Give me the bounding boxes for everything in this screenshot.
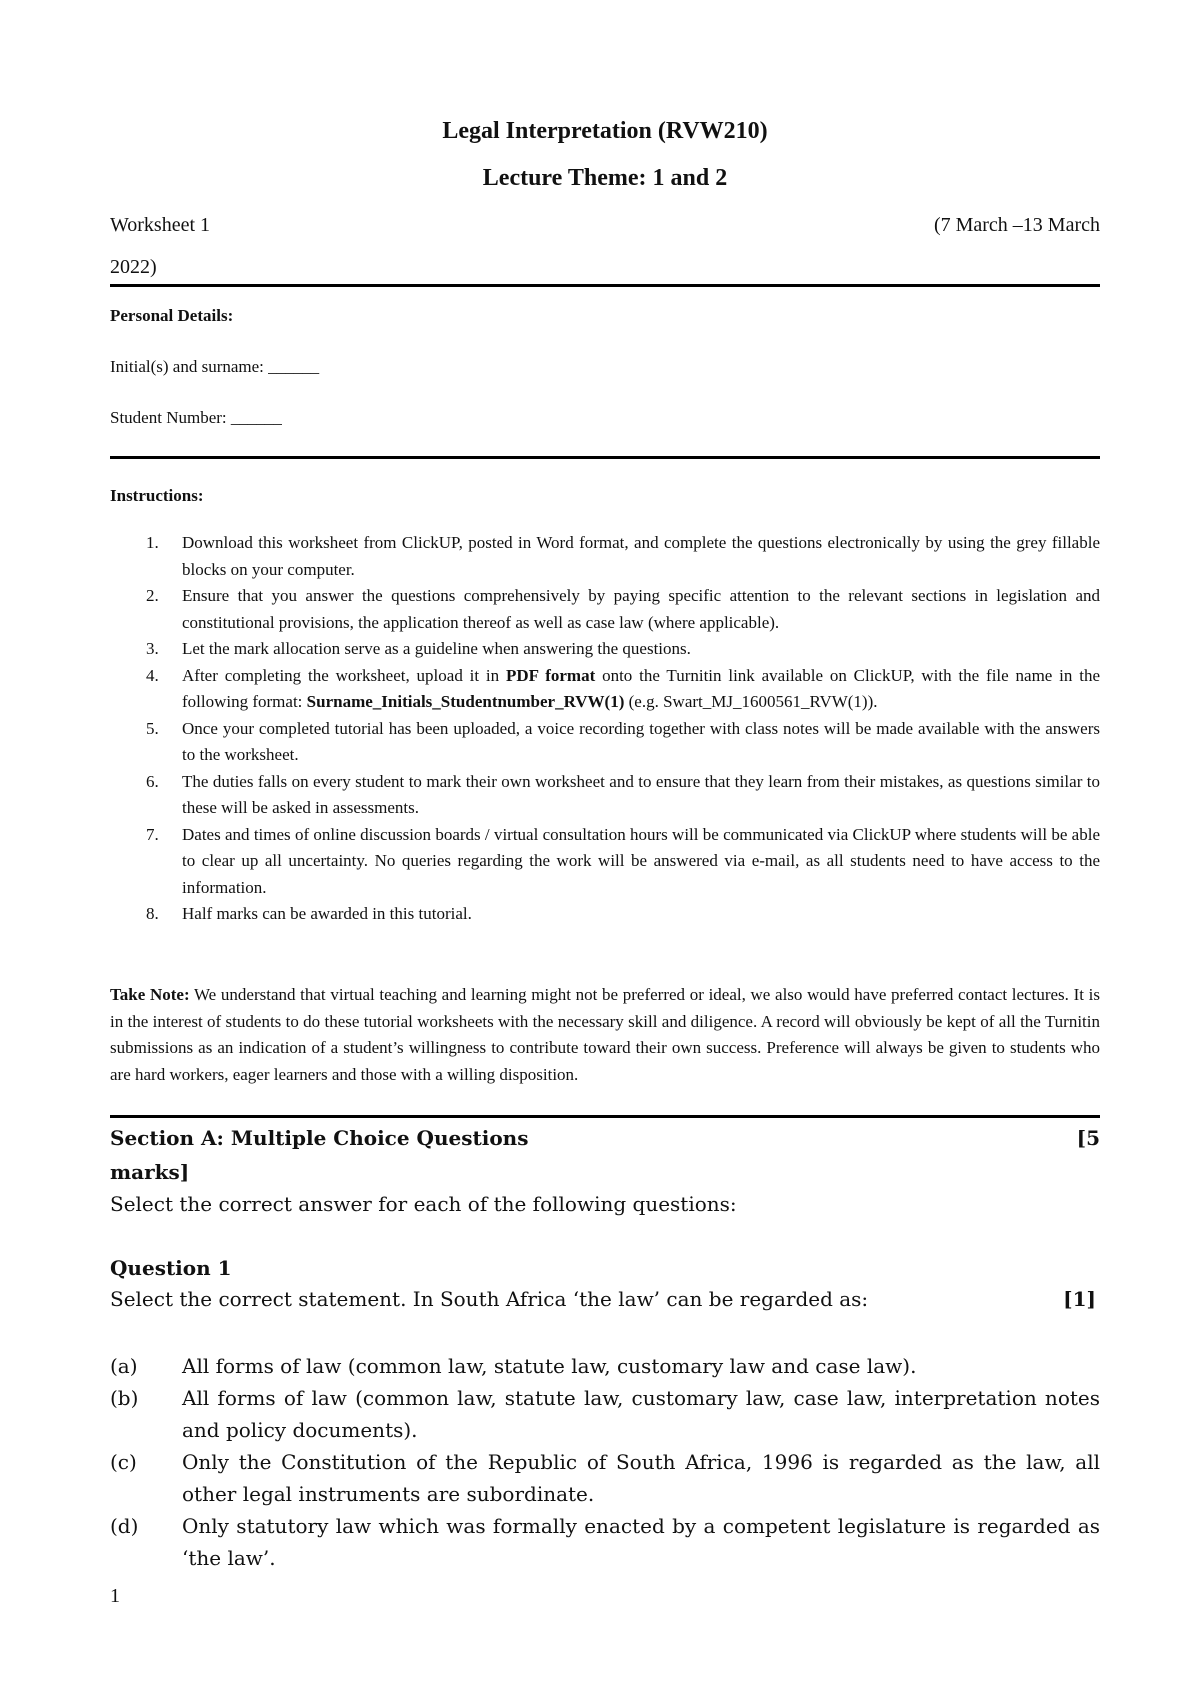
section-a-marks: [5: [1076, 1126, 1100, 1150]
section-a-title: Section A: Multiple Choice Questions: [110, 1126, 529, 1150]
question-1-text: [110, 1287, 1100, 1311]
instruction-text: Download this worksheet from ClickUP, posted in Word format, and complete the questions electronically by using the grey fillable blocks on your computer.: [182, 533, 1100, 579]
instruction-emphasis: Surname_Initials_Studentnumber_RVW(1): [306, 692, 625, 711]
list-item: 4. After completing the worksheet, upload it in PDF format onto the Turnitin link available on ClickUP, with the file name in the following format: Surname_Initials_Studentnumber_RVW(1) (e.g. Swart_MJ_1600561_RVW(1)).: [146, 665, 1100, 711]
option-letter: (a): [110, 1354, 138, 1378]
instruction-text: [182, 666, 1100, 712]
instruction-text: Let the mark allocation serve as a guideline when answering the questions.: [182, 639, 691, 658]
list-item: 5. Once your completed tutorial has been uploaded, a voice recording together with class notes will be made available with the answers to the worksheet.: [146, 718, 1100, 764]
instruction-emphasis: PDF format: [505, 665, 596, 685]
list-item: 1. Download this worksheet from ClickUP, posted in Word format, and complete the questions electronically by using the grey fillable blocks on your computer.: [146, 533, 1100, 579]
instruction-text: Dates and times of online discussion boards / virtual consultation hours will be communicated via ClickUP where students will be able to clear up all uncertainty. No queries regarding the work will be answered via e-mail, as all students need to have access to the information.: [182, 824, 1100, 897]
worksheet-dates-year: 2022): [110, 256, 157, 278]
instruction-text: Ensure that you answer the questions comprehensively by paying specific attention to the relevant sections in legislation and constitutional provisions, the application thereof as well as case law (where applicable).: [182, 586, 1100, 632]
option-letter: (c): [110, 1450, 137, 1474]
section-a-marks-continued: marks]: [110, 1160, 190, 1184]
option-text: Only the Constitution of the Republic of South Africa, 1996 is regarded as the law, all other legal instruments are subordinate.: [182, 1450, 1100, 1506]
worksheet-dates: (7 March –13 March: [933, 214, 1100, 236]
option-letter: (d): [110, 1514, 139, 1538]
question-1-statement: Select the correct statement. In South Africa ‘the law’ can be regarded as:: [110, 1287, 869, 1311]
personal-details-heading: Personal Details:: [110, 306, 234, 325]
worksheet-line: [110, 214, 1100, 237]
student-number-field[interactable]: Student Number: ______: [110, 408, 282, 427]
list-item: 8. Half marks can be awarded in this tutorial.: [146, 904, 472, 923]
instructions-heading: Instructions:: [110, 486, 204, 505]
list-item: 6. The duties falls on every student to mark their own worksheet and to ensure that they learn from their mistakes, as questions similar to these will be asked in assessments.: [146, 771, 1100, 817]
option-b[interactable]: [110, 1382, 1100, 1446]
instruction-text: Once your completed tutorial has been uploaded, a voice recording together with class notes will be made available with the answers to the worksheet.: [182, 718, 1100, 764]
divider: [110, 1115, 1100, 1118]
take-note-label: Take Note:: [110, 985, 190, 1004]
instruction-text-part: After completing the worksheet, upload it in: [182, 665, 506, 685]
option-letter: (b): [110, 1386, 139, 1410]
list-item: 3. Let the mark allocation serve as a guideline when answering the questions.: [146, 639, 691, 658]
option-a[interactable]: [110, 1350, 1100, 1382]
option-text: Only statutory law which was formally enacted by a competent legislature is regarded as ‘the law’.: [182, 1514, 1100, 1570]
instruction-text: Half marks can be awarded in this tutorial.: [182, 904, 472, 923]
question-1-mark: [1]: [1063, 1287, 1096, 1311]
instruction-text-part: (e.g. Swart_MJ_1600561_RVW(1)).: [624, 692, 878, 711]
instructions-list: [110, 530, 1100, 928]
instruction-text: The duties falls on every student to mark their own worksheet and to ensure that they learn from their mistakes, as questions similar to these will be asked in assessments.: [182, 771, 1100, 817]
document-subtitle: Lecture Theme: 1 and 2: [482, 165, 728, 191]
section-a-heading: [110, 1126, 1100, 1150]
list-item: 2. Ensure that you answer the questions comprehensively by paying specific attention to the relevant sections in legislation and constitutional provisions, the application thereof as well as case law (where applicable).: [146, 586, 1100, 632]
option-text: All forms of law (common law, statute law, customary law, case law, interpretation notes and policy documents).: [182, 1386, 1100, 1442]
section-a-instruction: Select the correct answer for each of the following questions:: [110, 1192, 737, 1216]
option-text: All forms of law (common law, statute law, customary law and case law).: [182, 1354, 917, 1378]
instruction-text-part: onto the Turnitin link available on ClickUP, with the file name in the following format:: [182, 665, 1100, 711]
list-item: 7. Dates and times of online discussion boards / virtual consultation hours will be communicated via ClickUP where students will be able to clear up all uncertainty. No queries regarding the work will be answered via e-mail, as all students need to have access to the information.: [146, 824, 1100, 897]
divider: [110, 456, 1100, 459]
document-title: Legal Interpretation (RVW210): [442, 118, 768, 144]
divider: [110, 284, 1100, 287]
question-1-options: [110, 1350, 1100, 1574]
option-d[interactable]: [110, 1510, 1100, 1574]
page-number: 1: [110, 1585, 120, 1607]
option-c[interactable]: [110, 1446, 1100, 1510]
worksheet-label: Worksheet 1: [110, 214, 211, 236]
question-1-heading: Question 1: [110, 1256, 232, 1280]
take-note-paragraph: [110, 982, 1100, 1088]
name-field[interactable]: Initial(s) and surname: ______: [110, 357, 320, 376]
take-note-text: We understand that virtual teaching and learning might not be preferred or ideal, we also would have preferred contact lectures. It is in the interest of students to do these tutorial worksheets with the necessary skill and diligence. A record will obviously be kept of all the Turnitin submissions as an indication of a student’s willingness to contribute toward their own success. Preference will always be given to students who are hard workers, eager learners and those with a willing disposition.: [110, 985, 1100, 1084]
